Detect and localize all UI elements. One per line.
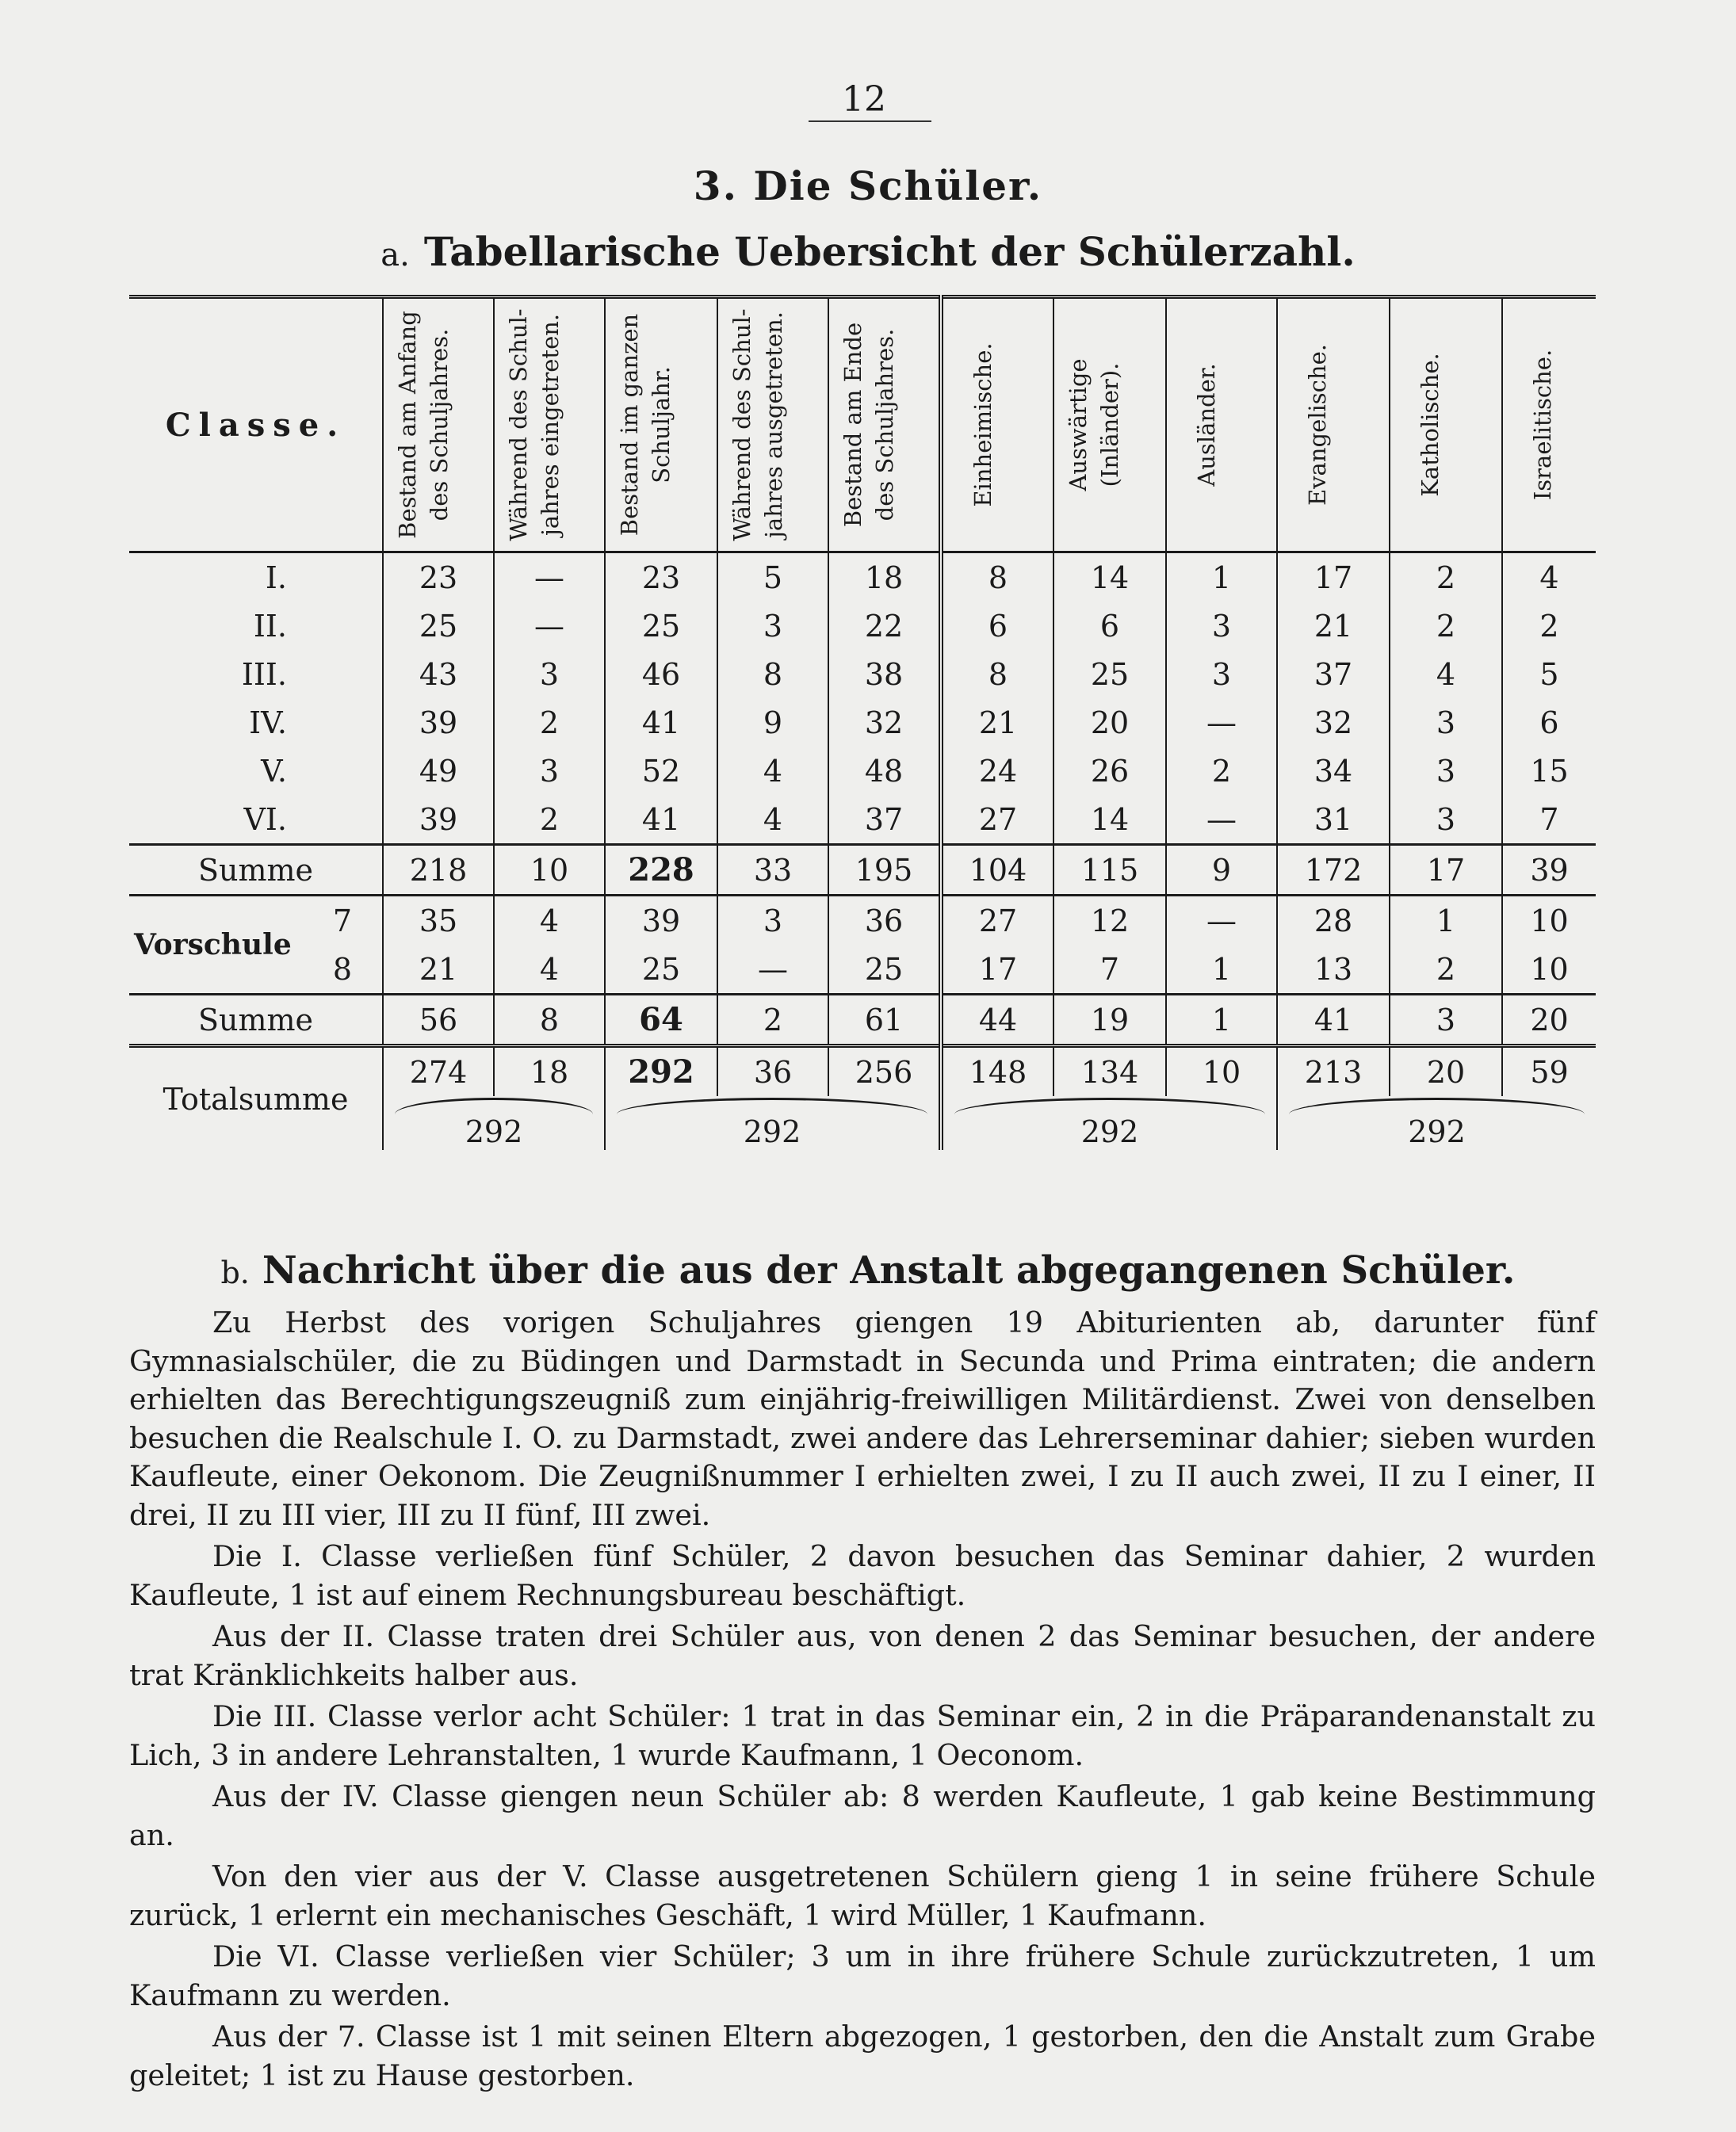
table-cell: 36 xyxy=(828,896,941,946)
table-cell: 4 xyxy=(1502,552,1596,602)
table-cell: 10 xyxy=(1502,945,1596,995)
table-cell: 59 xyxy=(1502,1046,1596,1097)
table-cell: 41 xyxy=(1277,995,1390,1046)
paragraph: Aus der IV. Classe giengen neun Schüler ab: 8 werden Kaufleute, 1 gab keine Bestimmung an. xyxy=(129,1779,1596,1852)
table-row xyxy=(129,650,1596,698)
table-cell: 3 xyxy=(717,602,828,650)
class-label: V. xyxy=(261,753,287,789)
table-cell: 2 xyxy=(1166,747,1277,795)
total-row xyxy=(129,1046,1596,1097)
table-cell: 21 xyxy=(1277,602,1390,650)
table-cell: 274 xyxy=(383,1046,494,1097)
section-b-title: Nachricht über die aus der Anstalt abgegangenen Schüler. xyxy=(262,1248,1516,1293)
table-cell: 1 xyxy=(1166,552,1277,602)
table-cell: 3 xyxy=(1390,747,1502,795)
paragraph: Von den vier aus der V. Classe ausgetretenen Schülern gieng 1 in seine frühere Schule zurück, 1 erlernt ein mechanisches Geschäft, 1 wird Müller, 1 Kaufmann. xyxy=(129,1859,1596,1932)
table-cell: 32 xyxy=(828,698,941,747)
table-cell: 35 xyxy=(383,896,494,946)
table-cell: 10 xyxy=(494,845,605,896)
header-bestand-ganzen: Bestand im ganzen Schuljahr. xyxy=(605,297,717,552)
table-cell: 4 xyxy=(717,795,828,845)
departed-students-text xyxy=(129,1304,1596,2098)
class-rows xyxy=(129,552,1596,845)
header-einheimische: Einheimische. xyxy=(941,297,1053,552)
table-cell: — xyxy=(717,945,828,995)
table-cell: 14 xyxy=(1053,795,1166,845)
table-cell: 9 xyxy=(1166,845,1277,896)
table-cell: 8 xyxy=(717,650,828,698)
class-label: II. xyxy=(253,608,287,644)
summe-row xyxy=(129,845,1596,896)
header-eingetreten: Während des Schul- jahres eingetreten. xyxy=(494,297,605,552)
table-cell: 38 xyxy=(828,650,941,698)
table-row xyxy=(129,795,1596,845)
section-b-letter: b. xyxy=(220,1255,250,1290)
table-cell: 24 xyxy=(941,747,1053,795)
table-cell: 104 xyxy=(941,845,1053,896)
table-cell: 8 xyxy=(941,650,1053,698)
header-bestand-anfang: Bestand am Anfang des Schuljahres. xyxy=(383,297,494,552)
table-cell: 28 xyxy=(1277,896,1390,946)
table-row xyxy=(129,552,1596,602)
table-cell: 228 xyxy=(605,845,717,896)
vorschule-rows xyxy=(129,896,1596,995)
table-cell: 3 xyxy=(717,896,828,946)
table-cell: 2 xyxy=(1390,552,1502,602)
table-cell: 8 xyxy=(494,995,605,1046)
table-cell: 7 xyxy=(1053,945,1166,995)
student-count-table xyxy=(129,295,1596,1150)
total-sum-bestand-ende: 292 xyxy=(605,1096,941,1150)
table-cell: 7 xyxy=(1502,795,1596,845)
table-cell: 27 xyxy=(941,896,1053,946)
paragraph: Aus der II. Classe traten drei Schüler aus, von denen 2 das Seminar besuchen, der andere trat Kränklichkeits halber aus. xyxy=(129,1619,1596,1692)
table-cell: 4 xyxy=(494,896,605,946)
table-cell: 172 xyxy=(1277,845,1390,896)
table-cell: 3 xyxy=(494,650,605,698)
table-cell: — xyxy=(1166,795,1277,845)
table-heading xyxy=(0,228,1736,275)
table-cell: 134 xyxy=(1053,1046,1166,1097)
table-cell: 61 xyxy=(828,995,941,1046)
table-cell: 2 xyxy=(494,698,605,747)
table-cell: 218 xyxy=(383,845,494,896)
table-cell: — xyxy=(494,552,605,602)
table-cell: 14 xyxy=(1053,552,1166,602)
table-cell: 9 xyxy=(717,698,828,747)
table-cell: 41 xyxy=(605,795,717,845)
table-cell: 148 xyxy=(941,1046,1053,1097)
table-cell: 52 xyxy=(605,747,717,795)
table-cell: 44 xyxy=(941,995,1053,1046)
table-cell: 19 xyxy=(1053,995,1166,1046)
table-cell: 25 xyxy=(605,945,717,995)
table-cell: 292 xyxy=(605,1046,717,1097)
table-row xyxy=(129,747,1596,795)
header-evangelische: Evangelische. xyxy=(1277,297,1390,552)
class-label: III. xyxy=(241,656,287,692)
table-cell: 64 xyxy=(605,995,717,1046)
table-cell: 6 xyxy=(1502,698,1596,747)
table-cell: 18 xyxy=(828,552,941,602)
table-heading-title: Tabellarische Uebersicht der Schülerzahl. xyxy=(423,228,1356,275)
table-cell: 23 xyxy=(383,552,494,602)
table-cell: 39 xyxy=(605,896,717,946)
table-cell: 3 xyxy=(1166,650,1277,698)
table-cell: 56 xyxy=(383,995,494,1046)
table-cell: 4 xyxy=(717,747,828,795)
table-cell: 32 xyxy=(1277,698,1390,747)
table-cell: 25 xyxy=(828,945,941,995)
table-cell: 2 xyxy=(717,995,828,1046)
table-row xyxy=(129,896,1596,946)
total-sum-herkunft: 292 xyxy=(941,1096,1277,1150)
table-cell: 39 xyxy=(383,795,494,845)
table-row xyxy=(129,602,1596,650)
total-sum-bestand-anfang: 292 xyxy=(383,1096,605,1150)
table-cell: 27 xyxy=(941,795,1053,845)
paragraph: Die III. Classe verlor acht Schüler: 1 trat in das Seminar ein, 2 in die Präparandenanstalt zu Lich, 3 in andere Lehranstalten, 1 wurde Kaufmann, 1 Oeconom. xyxy=(129,1699,1596,1772)
table-cell: 39 xyxy=(1502,845,1596,896)
table-cell: 5 xyxy=(1502,650,1596,698)
student-table-container xyxy=(129,295,1596,1150)
header-katholische: Katholische. xyxy=(1390,297,1502,552)
table-cell: 8 xyxy=(941,552,1053,602)
summe-label: Summe xyxy=(129,995,383,1046)
header-auswaertige: Auswärtige (Inländer). xyxy=(1053,297,1166,552)
totalsumme-label: Totalsumme xyxy=(129,1046,383,1151)
paragraph: Aus der 7. Classe ist 1 mit seinen Eltern abgezogen, 1 gestorben, den die Anstalt zum Grabe geleitet; 1 ist zu Hause gestorben. xyxy=(129,2019,1596,2092)
paragraph: Die I. Classe verließen fünf Schüler, 2 davon besuchen das Seminar dahier, 2 wurden Kaufleute, 1 ist auf einem Rechnungsbureau beschäftigt. xyxy=(129,1539,1596,1612)
table-cell: 2 xyxy=(1390,945,1502,995)
table-cell: 2 xyxy=(494,795,605,845)
table-cell: 33 xyxy=(717,845,828,896)
table-cell: 115 xyxy=(1053,845,1166,896)
table-cell: 20 xyxy=(1390,1046,1502,1097)
class-label: I. xyxy=(265,560,287,595)
table-cell: 21 xyxy=(383,945,494,995)
table-cell: 1 xyxy=(1166,945,1277,995)
table-cell: 17 xyxy=(1277,552,1390,602)
class-label: IV. xyxy=(249,705,287,740)
table-cell: 3 xyxy=(1390,698,1502,747)
table-cell: 23 xyxy=(605,552,717,602)
vorschule-label: Vorschule 7 8 xyxy=(134,903,352,987)
table-cell: 48 xyxy=(828,747,941,795)
class-label: VI. xyxy=(243,801,287,837)
header-israelitische: Israelitische. xyxy=(1502,297,1596,552)
page-number-rule xyxy=(809,120,931,122)
table-cell: 3 xyxy=(1166,602,1277,650)
table-cell: 12 xyxy=(1053,896,1166,946)
vorschule-class-number: 7 xyxy=(332,903,352,938)
table-cell: 256 xyxy=(828,1046,941,1097)
header-classe: Classe. xyxy=(129,297,383,552)
table-cell: 37 xyxy=(828,795,941,845)
table-cell: 2 xyxy=(1502,602,1596,650)
table-cell: 43 xyxy=(383,650,494,698)
table-cell: 36 xyxy=(717,1046,828,1097)
table-cell: 37 xyxy=(1277,650,1390,698)
table-cell: 1 xyxy=(1390,896,1502,946)
page-number: 12 xyxy=(842,79,886,120)
paragraph: Die VI. Classe verließen vier Schüler; 3 um in ihre frühere Schule zurückzutreten, 1 um Kaufmann zu werden. xyxy=(129,1939,1596,2012)
section-title: 3. Die Schüler. xyxy=(693,162,1043,209)
table-cell: 3 xyxy=(494,747,605,795)
table-cell: 15 xyxy=(1502,747,1596,795)
table-cell: 10 xyxy=(1502,896,1596,946)
table-cell: 3 xyxy=(1390,995,1502,1046)
table-cell: 5 xyxy=(717,552,828,602)
table-cell: — xyxy=(494,602,605,650)
header-bestand-ende: Bestand am Ende des Schuljahres. xyxy=(828,297,941,552)
table-heading-letter: a. xyxy=(380,237,410,273)
table-cell: 2 xyxy=(1390,602,1502,650)
table-cell: 17 xyxy=(941,945,1053,995)
section-b-heading xyxy=(0,1248,1736,1293)
table-cell: 39 xyxy=(383,698,494,747)
table-cell: 18 xyxy=(494,1046,605,1097)
table-cell: 4 xyxy=(1390,650,1502,698)
table-cell: 22 xyxy=(828,602,941,650)
table-cell: 25 xyxy=(1053,650,1166,698)
total-sum-konfession: 292 xyxy=(1277,1096,1596,1150)
table-cell: 6 xyxy=(1053,602,1166,650)
vorschule-summe-row xyxy=(129,995,1596,1046)
table-cell: — xyxy=(1166,698,1277,747)
table-cell: 10 xyxy=(1166,1046,1277,1097)
table-cell: 26 xyxy=(1053,747,1166,795)
table-cell: — xyxy=(1166,896,1277,946)
table-cell: 213 xyxy=(1277,1046,1390,1097)
table-cell: 25 xyxy=(605,602,717,650)
table-cell: 3 xyxy=(1390,795,1502,845)
table-cell: 49 xyxy=(383,747,494,795)
table-cell: 6 xyxy=(941,602,1053,650)
summe-label: Summe xyxy=(129,845,383,896)
table-cell: 1 xyxy=(1166,995,1277,1046)
paragraph: Zu Herbst des vorigen Schuljahres giengen 19 Abiturienten ab, darunter fünf Gymnasialschüler, die zu Büdingen und Darmstadt in Secunda und Prima eintraten; die andern erhielten das Berechtigungszeugniß zum einjährig-freiwilligen Militärdienst. Zwei von denselben besuchen die Realschule I. O. zu Darmstadt, zwei andere das Lehrerseminar dahier; sieben wurden Kaufleute, einer Oekonom. Die Zeugnißnummer I erhielten zwei, I zu II auch zwei, II zu I einer, II drei, II zu III vier, III zu II fünf, III zwei. xyxy=(129,1305,1596,1532)
vorschule-class-number: 8 xyxy=(332,951,352,987)
table-cell: 34 xyxy=(1277,747,1390,795)
table-cell: 46 xyxy=(605,650,717,698)
table-cell: 17 xyxy=(1390,845,1502,896)
header-ausgetreten: Während des Schul- jahres ausgetreten. xyxy=(717,297,828,552)
header-auslaender: Ausländer. xyxy=(1166,297,1277,552)
table-cell: 31 xyxy=(1277,795,1390,845)
table-cell: 41 xyxy=(605,698,717,747)
table-cell: 195 xyxy=(828,845,941,896)
table-cell: 20 xyxy=(1053,698,1166,747)
table-cell: 21 xyxy=(941,698,1053,747)
table-row xyxy=(129,698,1596,747)
table-cell: 25 xyxy=(383,602,494,650)
table-cell: 13 xyxy=(1277,945,1390,995)
table-cell: 4 xyxy=(494,945,605,995)
table-cell: 20 xyxy=(1502,995,1596,1046)
table-header-row xyxy=(129,297,1596,552)
